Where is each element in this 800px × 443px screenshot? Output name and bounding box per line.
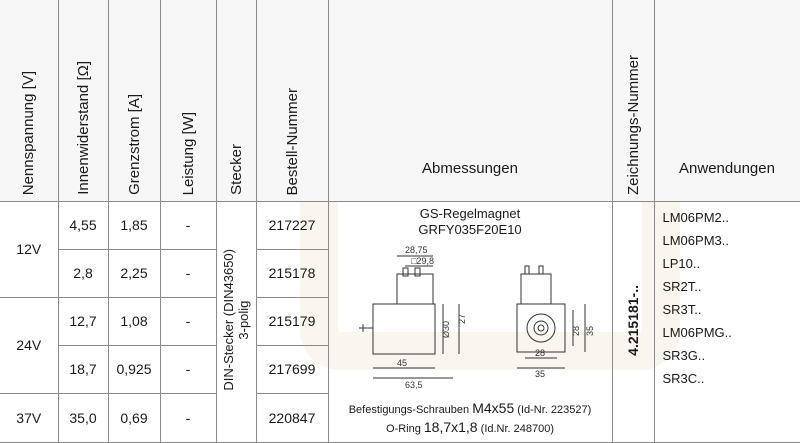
- connector-icon: [397, 274, 433, 304]
- dim-label: 28: [534, 347, 545, 358]
- dim-label: 45: [396, 357, 407, 368]
- current-cell: 0,69: [108, 393, 160, 442]
- stecker-line-2: 3-polig: [236, 300, 251, 340]
- header-innenwiderstand: Innenwiderstand [Ω]: [58, 0, 108, 201]
- o-ring-note: O-Ring 18,7x1,8 (Id.Nr. 248700): [385, 418, 555, 435]
- application-item: SR2T..: [662, 278, 702, 294]
- header-grenzstrom: Grenzstrom [A]: [108, 0, 160, 201]
- stecker-line-1: DIN-Stecker (DIN43650): [221, 249, 236, 391]
- application-item: LP10..: [662, 255, 701, 271]
- current-cell: 2,25: [108, 249, 160, 297]
- power-cell: -: [160, 297, 216, 345]
- resistance-cell: 2,8: [58, 249, 108, 297]
- drawing-number-cell: [612, 201, 654, 442]
- resistance-cell: 4,55: [58, 201, 108, 249]
- header-leistung: Leistung [W]: [160, 0, 216, 201]
- header-nennspannung: Nennspannung [V]: [0, 0, 58, 201]
- order-number-cell: 215179: [256, 297, 328, 345]
- application-item: LM06PM3..: [662, 232, 729, 248]
- dim-label: □29,8: [410, 255, 434, 266]
- magnet-type: GS-Regelmagnet: [419, 205, 521, 221]
- application-item: SR3G..: [662, 347, 706, 363]
- power-cell: -: [160, 201, 216, 249]
- application-item: LM06PMG..: [662, 324, 732, 340]
- resistance-cell: 18,7: [58, 345, 108, 393]
- dim-label: 27: [456, 313, 467, 324]
- mounting-screws-note: Befestigungs-Schrauben M4x55 (Id-Nr. 223527): [348, 399, 592, 416]
- order-number-cell: 215178: [256, 249, 328, 297]
- current-cell: 1,85: [108, 201, 160, 249]
- power-cell: -: [160, 393, 216, 442]
- header-row: [0, 0, 800, 201]
- dimension-drawing: [349, 244, 599, 389]
- current-cell: 1,08: [108, 297, 160, 345]
- voltage-cell: 12V: [0, 201, 58, 297]
- applications-cell: [654, 201, 800, 442]
- header-zeichnungsnummer: Zeichnungs-Nummer: [612, 0, 654, 201]
- header-bestellnummer: Bestell-Nummer: [256, 0, 328, 201]
- header-anwendungen: Anwendungen: [654, 0, 800, 201]
- header-abmessungen: Abmessungen: [328, 0, 612, 201]
- header-stecker: Stecker: [216, 0, 256, 201]
- dim-label: 28: [570, 325, 581, 336]
- dim-label: 28,75: [404, 244, 428, 255]
- dim-label: 35: [534, 368, 545, 379]
- front-view-icon: [517, 304, 565, 352]
- application-item: SR3T..: [662, 301, 702, 317]
- application-item: SR3C..: [662, 370, 705, 386]
- resistance-cell: 12,7: [58, 297, 108, 345]
- dimensions-cell: [328, 201, 612, 442]
- power-cell: -: [160, 345, 216, 393]
- application-item: LM06PM2..: [662, 209, 729, 225]
- resistance-cell: 35,0: [58, 393, 108, 442]
- voltage-cell: 24V: [0, 297, 58, 393]
- stecker-cell: [216, 201, 256, 442]
- dim-label: 63,5: [404, 379, 423, 389]
- dim-label: Ø30: [440, 320, 451, 338]
- order-number-cell: 220847: [256, 393, 328, 442]
- current-cell: 0,925: [108, 345, 160, 393]
- order-number-cell: 217227: [256, 201, 328, 249]
- order-number-cell: 217699: [256, 345, 328, 393]
- power-cell: -: [160, 249, 216, 297]
- magnet-model: GRFY035F20E10: [418, 221, 522, 237]
- voltage-cell: 37V: [0, 393, 58, 442]
- magnet-body-icon: [373, 304, 435, 354]
- drawing-number: 4.215181-..: [625, 284, 641, 356]
- dim-label: 35: [584, 325, 595, 336]
- table-row: [0, 201, 800, 249]
